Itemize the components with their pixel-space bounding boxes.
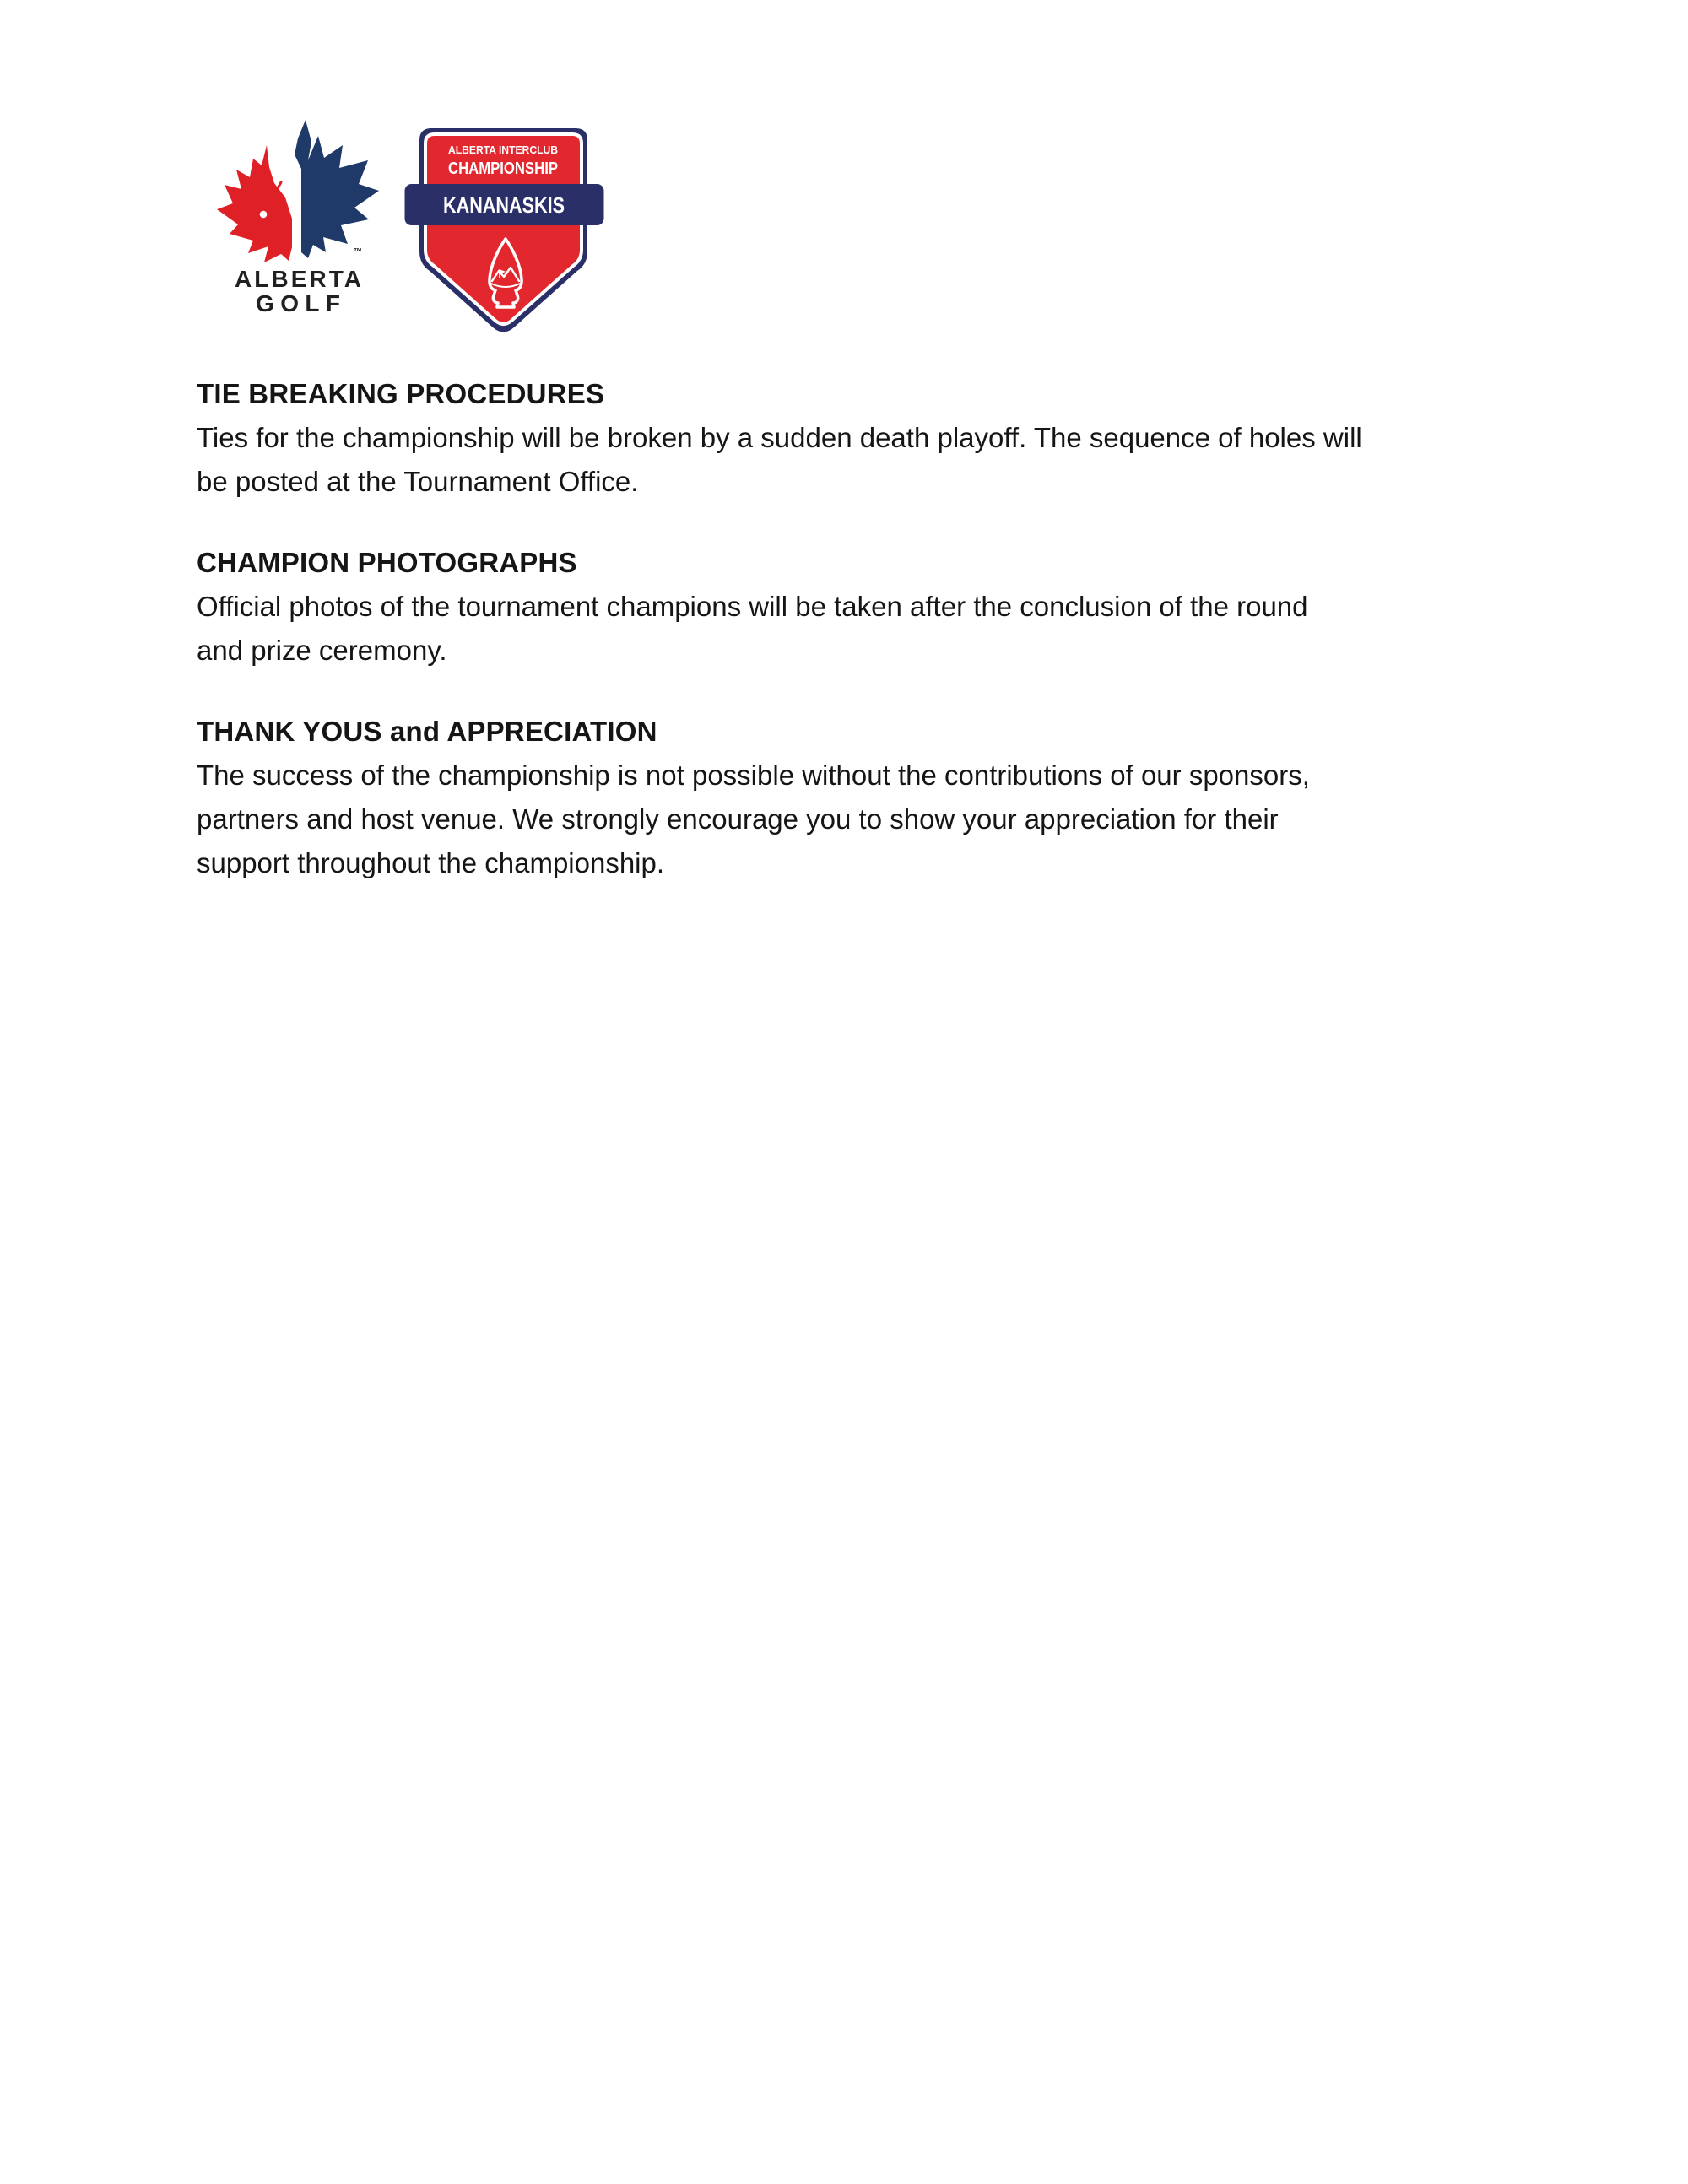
golf-ball-icon — [260, 211, 268, 219]
alberta-golf-logo — [214, 116, 382, 319]
document-body — [197, 372, 1547, 922]
badge-top-line1: ALBERTA INTERCLUB — [448, 143, 558, 156]
section-tie-breaking — [197, 372, 1547, 504]
section-heading: CHAMPION PHOTOGRAPHS — [197, 547, 577, 578]
interclub-championship-badge — [404, 116, 607, 338]
body-line: Official photos of the tournament champions will be taken after the conclusion of the round — [197, 591, 1308, 622]
alberta-golf-wordmark-line1: ALBERTA — [235, 266, 361, 292]
section-heading: TIE BREAKING PROCEDURES — [197, 378, 605, 409]
body-line: support throughout the championship. — [197, 847, 665, 878]
body-line: The success of the championship is not possible without the contributions of our sponsors, — [197, 760, 1310, 791]
badge-top-line2: CHAMPIONSHIP — [448, 159, 558, 178]
badge-banner-label: KANANASKIS — [443, 192, 565, 218]
body-line: partners and host venue. We strongly encourage you to show your appreciation for their — [197, 803, 1279, 835]
trademark-symbol: ™ — [354, 247, 362, 257]
section-heading: THANK YOUS and APPRECIATION — [197, 716, 657, 747]
logo-header — [214, 116, 607, 338]
section-champion-photographs — [197, 541, 1547, 673]
section-thank-yous — [197, 710, 1547, 885]
maple-leaf-blue-half-icon — [295, 120, 379, 258]
maple-leaf-red-half-icon — [217, 145, 292, 262]
body-line: be posted at the Tournament Office. — [197, 466, 639, 497]
body-line: Ties for the championship will be broken by a sudden death playoff. The sequence of holes will — [197, 422, 1362, 453]
alberta-golf-wordmark-line2: GOLF — [256, 290, 340, 316]
body-line: and prize ceremony. — [197, 635, 447, 666]
